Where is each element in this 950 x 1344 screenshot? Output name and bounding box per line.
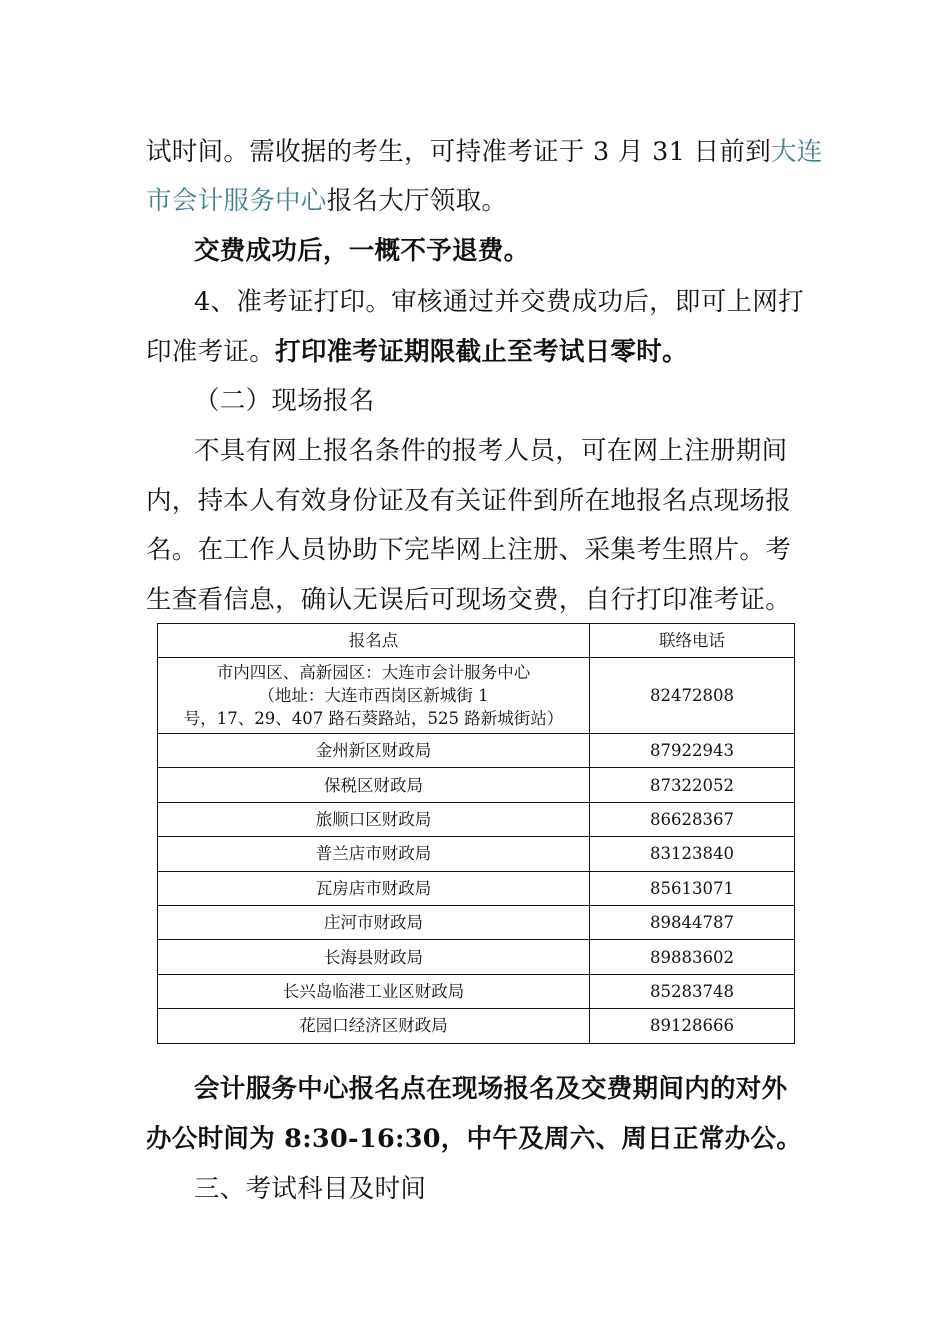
highlighted-text: 市会计服务中心 [146,186,327,216]
bold-text: 打印准考证期限截止至考试日零时。 [275,337,688,367]
phone-cell: 85283748 [590,974,795,1008]
section-heading: 三、考试科目及时间 [194,1174,427,1204]
refund-notice: 交费成功后，一概不予退费。 [194,236,530,266]
table-row [158,768,795,802]
table-row [158,658,795,734]
text-span: 报名大厅领取。 [326,186,508,216]
table-row [158,1009,795,1043]
paragraph-line: 生查看信息，确认无误后可现场交费，自行打印准考证。 [146,585,792,615]
highlighted-text: 大连 [771,137,823,167]
text-span: 试时间。需收据的考生，可持准考证于 3 月 31 日前到 [146,137,771,167]
cell-line: 号，17、29、407 路石葵路站，525 路新城街站） [183,709,564,728]
paragraph-line: 4、准考证打印。审核通过并交费成功后，即可上网打 [194,287,804,317]
phone-cell: 85613071 [590,871,795,905]
phone-cell: 87922943 [590,734,795,768]
table-row [158,837,795,871]
table-row [158,734,795,768]
registration-point-cell: 保税区财政局 [158,768,590,802]
header-registration-point: 报名点 [158,624,590,658]
table-row [158,871,795,905]
table-row [158,802,795,836]
phone-cell: 89128666 [590,1009,795,1043]
phone-cell: 86628367 [590,802,795,836]
paragraph-line: 不具有网上报名条件的报考人员，可在网上注册期间 [194,436,788,466]
registration-point-cell: 长兴岛临港工业区财政局 [158,974,590,1008]
phone-cell: 89844787 [590,905,795,939]
registration-points-table [157,623,795,1044]
cell-line: （地址：大连市西岗区新城街 1 [258,686,489,705]
cell-line: 市内四区、高新园区：大连市会计服务中心 [216,663,531,682]
table-row [158,905,795,939]
phone-cell: 87322052 [590,768,795,802]
paragraph-line [146,135,823,169]
registration-point-cell: 瓦房店市财政局 [158,871,590,905]
paragraph-line: 内，持本人有效身份证及有关证件到所在地报名点现场报 [146,486,792,516]
section-heading: （二）现场报名 [194,386,375,416]
registration-point-cell [158,658,590,734]
office-hours-line: 会计服务中心报名点在现场报名及交费期间内的对外 [194,1074,788,1104]
office-hours-line: 办公时间为 8:30-16:30，中午及周六、周日正常办公。 [146,1124,802,1154]
text-span: 印准考证。 [146,337,276,367]
table-row [158,974,795,1008]
registration-point-cell: 旅顺口区财政局 [158,802,590,836]
table-header-row [158,624,795,658]
registration-point-cell: 长海县财政局 [158,940,590,974]
paragraph-line [146,184,507,218]
header-phone: 联络电话 [590,624,795,658]
phone-cell: 82472808 [590,658,795,734]
registration-point-cell: 普兰店市财政局 [158,837,590,871]
registration-point-cell: 金州新区财政局 [158,734,590,768]
paragraph-line: 名。在工作人员协助下完毕网上注册、采集考生照片。考 [146,535,792,565]
registration-point-cell: 庄河市财政局 [158,905,590,939]
table-row [158,940,795,974]
phone-cell: 83123840 [590,837,795,871]
registration-point-cell: 花园口经济区财政局 [158,1009,590,1043]
phone-cell: 89883602 [590,940,795,974]
paragraph-line [146,335,688,369]
